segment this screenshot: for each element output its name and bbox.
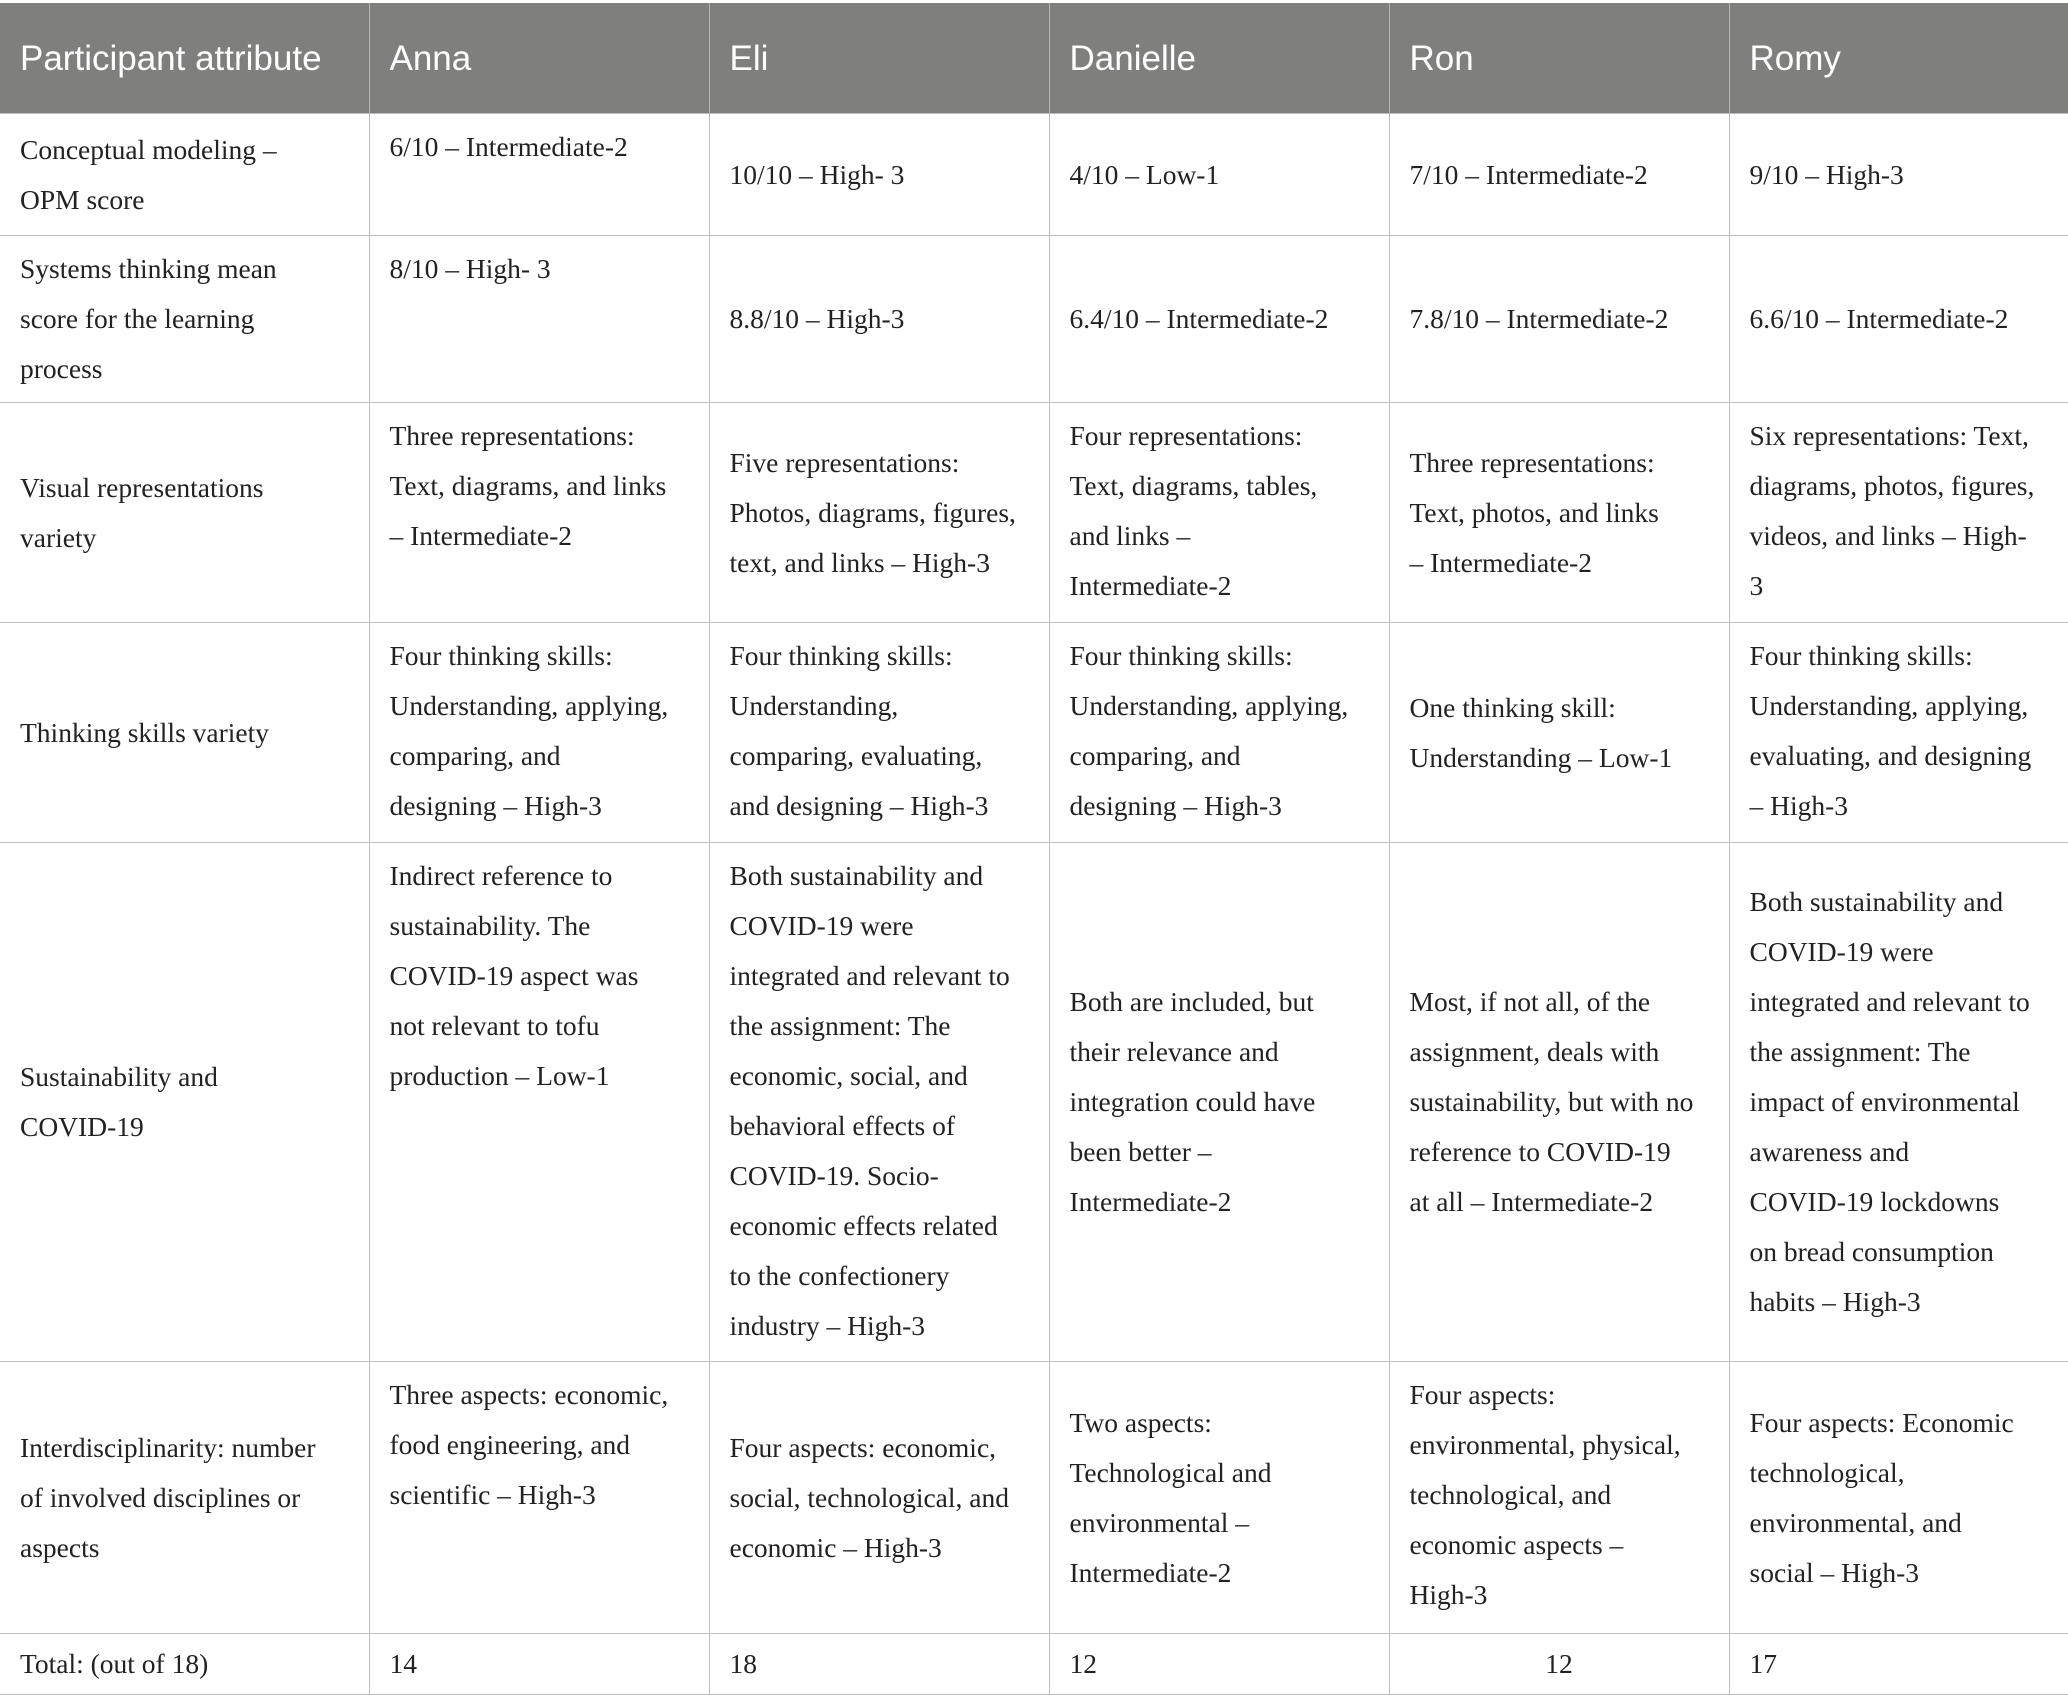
cell-danielle: 4/10 – Low-1 (1049, 114, 1389, 236)
cell-eli: 18 (709, 1634, 1049, 1695)
table-row-thinking-skills (0, 623, 2068, 843)
cell-ron: 7.8/10 – Intermediate-2 (1389, 236, 1729, 403)
cell-romy: 9/10 – High-3 (1729, 114, 2068, 236)
row-attribute-label: Interdisciplinarity: number of involved disciplines or aspects (0, 1362, 369, 1634)
cell-ron: Four aspects: environmental, physical, technological, and economic aspects – High-3 (1389, 1362, 1729, 1634)
row-attribute-label: Total: (out of 18) (0, 1634, 369, 1695)
cell-ron: 7/10 – Intermediate-2 (1389, 114, 1729, 236)
cell-ron: One thinking skill: Understanding – Low-1 (1389, 623, 1729, 843)
cell-romy: Four thinking skills: Understanding, applying, evaluating, and designing – High-3 (1729, 623, 2068, 843)
cell-anna: Three representations: Text, diagrams, and links – Intermediate-2 (369, 403, 709, 623)
cell-romy: 6.6/10 – Intermediate-2 (1729, 236, 2068, 403)
cell-romy: Four aspects: Economic technological, environmental, and social – High-3 (1729, 1362, 2068, 1634)
header-danielle: Danielle (1049, 3, 1389, 114)
cell-ron: Most, if not all, of the assignment, deals with sustainability, but with no reference to COVID-19 at all – Intermediate-2 (1389, 843, 1729, 1362)
cell-ron: Three representations: Text, photos, and links – Intermediate-2 (1389, 403, 1729, 623)
table-row-visual-representations (0, 403, 2068, 623)
row-attribute-label: Sustainability and COVID-19 (0, 843, 369, 1362)
header-romy: Romy (1729, 3, 2068, 114)
cell-romy: 17 (1729, 1634, 2068, 1695)
table-header-row (0, 3, 2068, 114)
cell-romy: Six representations: Text, diagrams, photos, figures, videos, and links – High- 3 (1729, 403, 2068, 623)
cell-danielle: Four thinking skills: Understanding, applying, comparing, and designing – High-3 (1049, 623, 1389, 843)
header-anna: Anna (369, 3, 709, 114)
cell-eli: Four thinking skills: Understanding, comparing, evaluating, and designing – High-3 (709, 623, 1049, 843)
cell-anna: Indirect reference to sustainability. The COVID-19 aspect was not relevant to tofu production – Low-1 (369, 843, 709, 1362)
cell-danielle: 6.4/10 – Intermediate-2 (1049, 236, 1389, 403)
cell-ron: 12 (1389, 1634, 1729, 1695)
cell-anna: 6/10 – Intermediate-2 (369, 114, 709, 236)
cell-eli: 8.8/10 – High-3 (709, 236, 1049, 403)
row-attribute-label: Systems thinking mean score for the learning process (0, 236, 369, 403)
cell-eli: 10/10 – High- 3 (709, 114, 1049, 236)
table-row-sustainability-covid (0, 843, 2068, 1362)
cell-anna: Three aspects: economic, food engineering, and scientific – High-3 (369, 1362, 709, 1634)
cell-eli: Four aspects: economic, social, technological, and economic – High-3 (709, 1362, 1049, 1634)
table-row-systems-thinking (0, 236, 2068, 403)
cell-eli: Both sustainability and COVID-19 were integrated and relevant to the assignment: The economic, social, and behavioral effects of COVID-19. Socio- economic effects related to the confectionery industry – High-3 (709, 843, 1049, 1362)
cell-anna: Four thinking skills: Understanding, applying, comparing, and designing – High-3 (369, 623, 709, 843)
cell-danielle: 12 (1049, 1634, 1389, 1695)
header-participant-attribute: Participant attribute (0, 3, 369, 114)
row-attribute-label: Thinking skills variety (0, 623, 369, 843)
row-attribute-label: Visual representations variety (0, 403, 369, 623)
row-attribute-label: Conceptual modeling – OPM score (0, 114, 369, 236)
cell-danielle: Four representations: Text, diagrams, tables, and links – Intermediate-2 (1049, 403, 1389, 623)
cell-eli: Five representations: Photos, diagrams, figures, text, and links – High-3 (709, 403, 1049, 623)
cell-anna: 8/10 – High- 3 (369, 236, 709, 403)
participant-attributes-table (0, 3, 2068, 1695)
cell-danielle: Two aspects: Technological and environmental – Intermediate-2 (1049, 1362, 1389, 1634)
cell-danielle: Both are included, but their relevance and integration could have been better – Intermediate-2 (1049, 843, 1389, 1362)
cell-anna: 14 (369, 1634, 709, 1695)
header-eli: Eli (709, 3, 1049, 114)
cell-romy: Both sustainability and COVID-19 were integrated and relevant to the assignment: The impact of environmental awareness and COVID-19 lockdowns on bread consumption habits – High-3 (1729, 843, 2068, 1362)
table-row-total (0, 1634, 2068, 1695)
table-row-interdisciplinarity (0, 1362, 2068, 1634)
table-row-opm-score (0, 114, 2068, 236)
header-ron: Ron (1389, 3, 1729, 114)
